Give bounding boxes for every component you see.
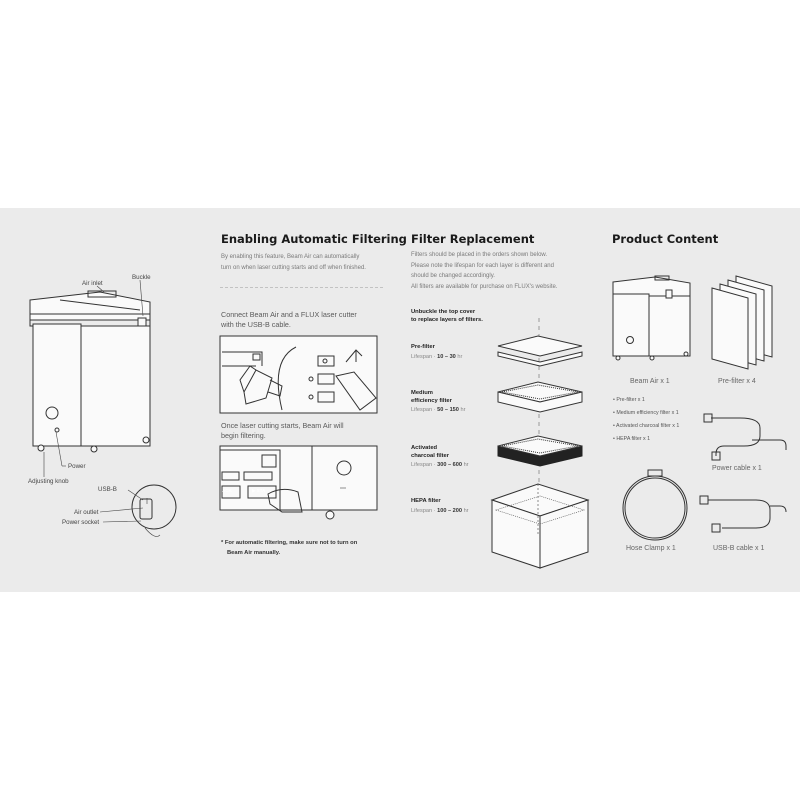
filter-stack-illustration	[492, 318, 588, 568]
filter-name: Activated	[411, 445, 438, 451]
enabling-intro	[221, 252, 366, 273]
content-title: Product Content	[612, 232, 719, 246]
enabling-title: Enabling Automatic Filtering	[221, 232, 407, 246]
list-item: • HEPA filter x 1	[613, 436, 651, 442]
power-label: Power	[68, 463, 86, 470]
beam-air-device-illustration	[30, 280, 176, 536]
enabling-intro-line-2: turn on when laser cutting starts and off when finished.	[221, 264, 366, 271]
filter-item-prefilter	[411, 343, 462, 360]
filter-name: HEPA filter	[411, 498, 441, 504]
prefilter-caption: Pre-filter x 4	[718, 378, 756, 385]
filter-name-2: charcoal filter	[411, 453, 450, 459]
usb-connection-illustration	[220, 336, 377, 413]
usb-cable-caption: USB-B cable x 1	[713, 545, 765, 552]
list-item: • Activated charcoal filter x 1	[613, 423, 680, 429]
step2-text	[221, 421, 344, 440]
step2-line-2: begin filtering.	[221, 430, 266, 440]
adjusting-knob-label: Adjusting knob	[28, 478, 69, 485]
auto-filter-note	[221, 538, 357, 558]
screen-start-button: ▶ STA	[252, 488, 266, 493]
enabling-intro-line-1: By enabling this feature, Beam Air can automatically	[221, 254, 360, 260]
list-item: • Pre-filter x 1	[613, 397, 645, 403]
filter-name: Pre-filter	[411, 344, 435, 350]
step1-line-1: Connect Beam Air and a FLUX laser cutter	[221, 310, 357, 319]
filter-lifespan: Lifespan · 100 – 200 hr	[411, 508, 469, 514]
unbuckle-line-2: to replace layers of filters.	[411, 317, 483, 323]
filter-item-charcoal	[411, 444, 469, 468]
screen-back-button: ACK	[222, 488, 232, 493]
note-line-1: * For automatic filtering, make sure not to turn on	[221, 540, 358, 546]
laser-start-illustration	[220, 446, 377, 519]
step1-line-2: with the USB-B cable.	[221, 319, 291, 329]
filter-lifespan: Lifespan · 300 – 600 hr	[411, 462, 469, 468]
step2-line-1: Once laser cutting starts, Beam Air will	[221, 421, 344, 430]
note-line-2: Beam Air manually.	[227, 550, 281, 556]
beam-air-caption: Beam Air x 1	[630, 378, 670, 385]
usb-b-label: USB-B	[98, 486, 117, 493]
air-outlet-label: Air outlet	[74, 509, 99, 516]
included-filters-list	[613, 394, 679, 446]
filter-intro-line-3: should be changed accordingly.	[411, 273, 495, 279]
filter-intro-line-2: Please note the lifespan for each layer is different and	[411, 262, 554, 269]
buckle-label: Buckle	[132, 274, 151, 281]
filter-title: Filter Replacement	[411, 232, 535, 246]
power-socket-label: Power socket	[62, 519, 100, 526]
filter-name: Medium	[411, 390, 433, 396]
air-inlet-label: Air inlet	[82, 280, 103, 287]
filter-intro	[411, 250, 558, 292]
filter-lifespan: Lifespan · 10 – 30 hr	[411, 354, 463, 360]
power-cable-caption: Power cable x 1	[712, 465, 762, 472]
filter-lifespan: Lifespan · 50 – 150 hr	[411, 407, 466, 413]
list-item: • Medium efficiency filter x 1	[613, 410, 679, 416]
filter-item-hepa	[411, 497, 469, 514]
unbuckle-line-1: Unbuckle the top cover	[411, 309, 476, 315]
filter-item-medium	[411, 389, 465, 413]
unbuckle-note	[411, 308, 483, 324]
divider	[220, 287, 383, 288]
step1-text	[221, 310, 357, 329]
filter-intro-line-4: All filters are available for purchase on FLUX's website.	[411, 283, 558, 290]
filter-intro-line-1: Filters should be placed in the orders shown below.	[411, 252, 548, 258]
filter-name-2: efficiency filter	[411, 398, 452, 404]
hose-clamp-caption: Hose Clamp x 1	[626, 545, 676, 552]
